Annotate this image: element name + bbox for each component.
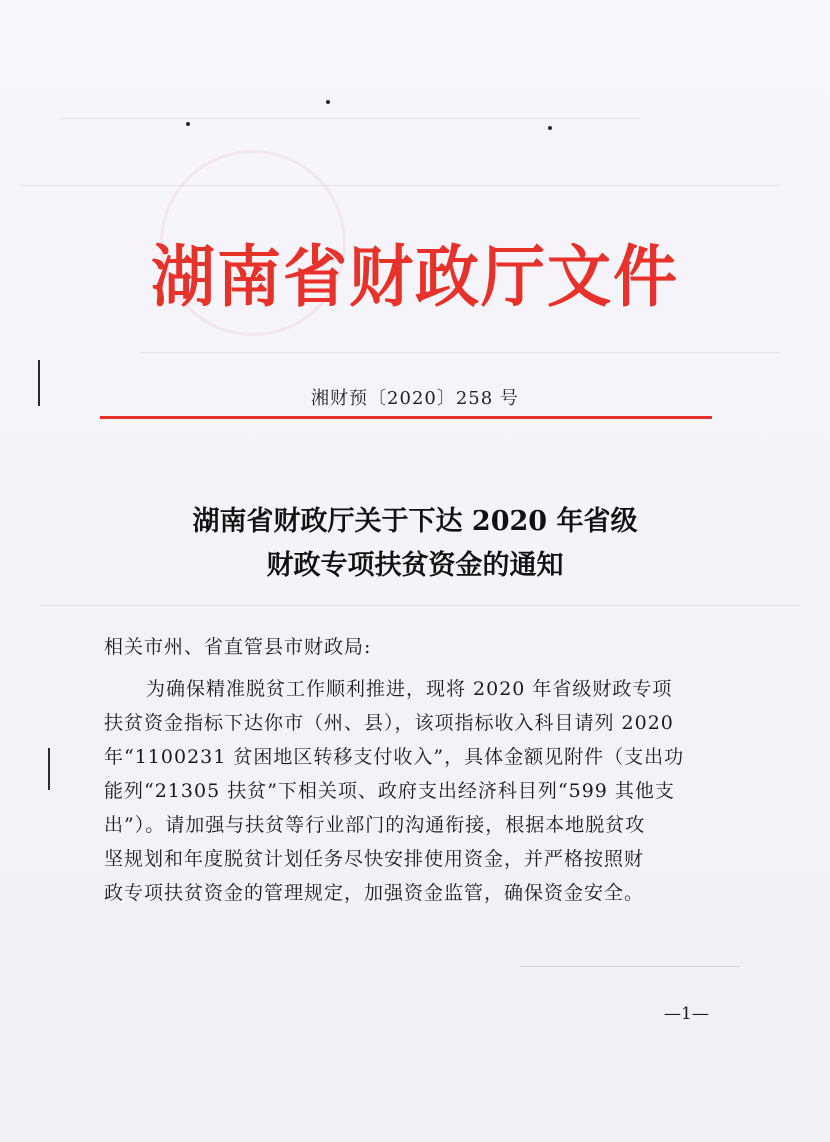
red-divider [100, 416, 712, 419]
body-line: 扶贫资金指标下达你市（州、县），该项指标收入科目请列 2020 [104, 712, 674, 734]
document-title [0, 500, 830, 588]
document-number: 湘财预〔2020〕258 号 [311, 388, 519, 409]
binding-mark [48, 748, 50, 790]
title-line: 湖南省财政厅关于下达 2020 年省级 [192, 506, 638, 537]
body-paragraph [104, 672, 724, 910]
scan-speck [326, 100, 330, 104]
body-line: 年“1100231 贫困地区转移支付收入”，具体金额见附件（支出功 [104, 746, 685, 768]
scan-artifact-line [40, 605, 800, 606]
body-line: 能列“21305 扶贫”下相关项、政府支出经济科目列“599 其他支 [104, 780, 675, 802]
page-number: —1— [664, 1004, 709, 1024]
scan-artifact-line [20, 185, 780, 186]
addressee: 相关市州、省直管县市财政局: [104, 636, 372, 658]
document-header: 湖南省财政厅文件 [151, 239, 679, 317]
scan-speck [548, 126, 552, 130]
body-line: 出”）。请加强与扶贫等行业部门的沟通衔接，根据本地脱贫攻 [104, 814, 646, 836]
title-line: 财政专项扶贫资金的通知 [266, 550, 564, 581]
scan-artifact-line [60, 118, 640, 119]
scan-artifact-line [520, 966, 740, 967]
body-line: 为确保精准脱贫工作顺利推进，现将 2020 年省级财政专项 [146, 678, 673, 700]
scan-artifact-line [140, 352, 780, 353]
body-line: 坚规划和年度脱贫计划任务尽快安排使用资金，并严格按照财 [104, 848, 645, 870]
body-line: 政专项扶贫资金的管理规定，加强资金监管，确保资金安全。 [104, 882, 645, 904]
scan-speck [186, 122, 190, 126]
